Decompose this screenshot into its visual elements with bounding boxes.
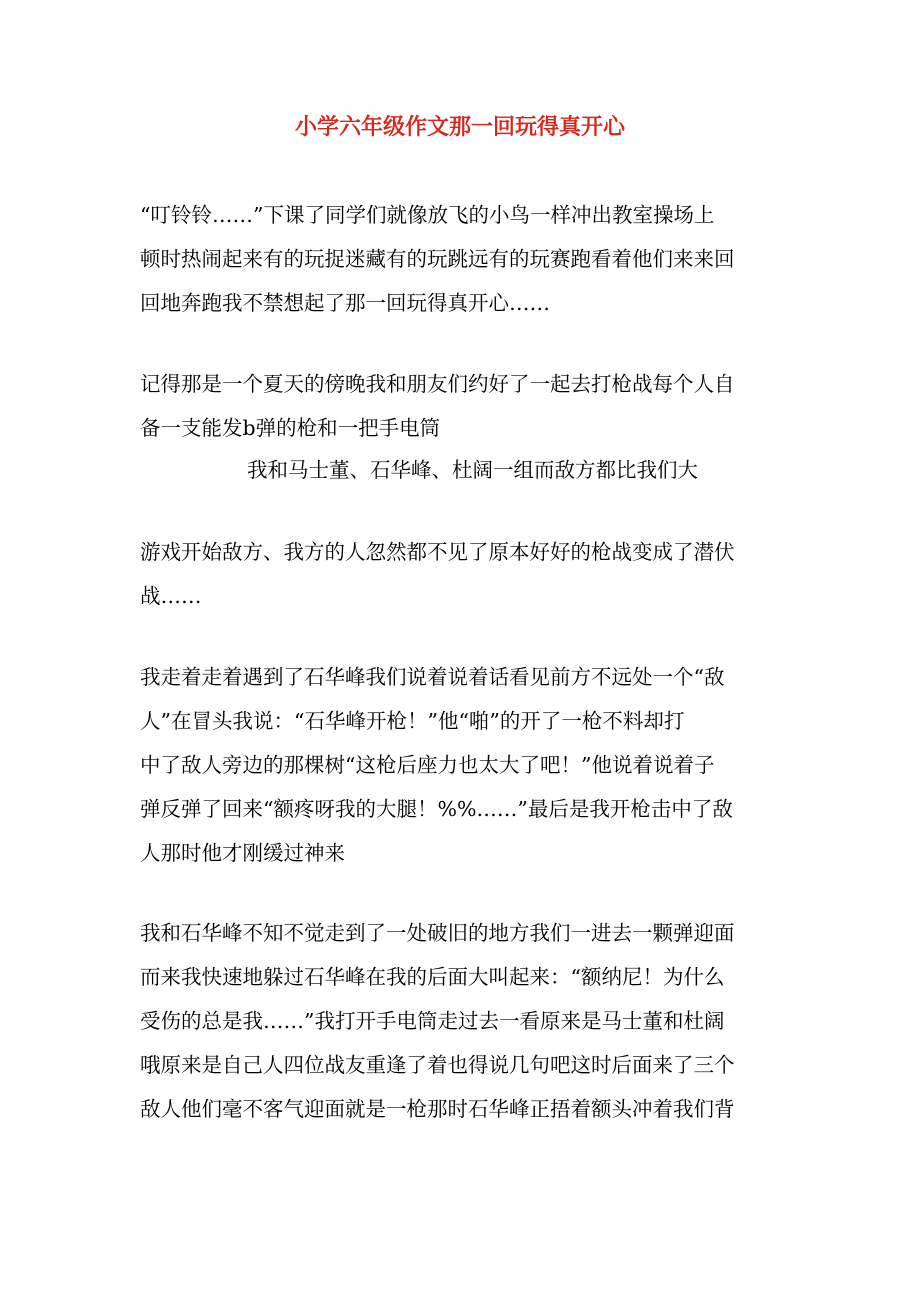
text-line: “叮铃铃……”下课了同学们就像放飞的小鸟一样冲出教室操场上 xyxy=(140,203,715,227)
document-title: 小学六年级作文那一回玩得真开心 xyxy=(294,114,625,140)
text-line: 而来我快速地躲过石华峰在我的后面大叫起来：“额纳尼！为什么 xyxy=(140,965,725,989)
text-line: 我和马士董、石华峰、杜阔一组而敌方都比我们大 xyxy=(247,458,698,482)
paragraph-1 xyxy=(140,193,780,325)
text-line: 哦原来是自己人四位战友重逢了着也得说几句吧这时后面来了三个 xyxy=(140,1053,735,1077)
text-line: 游戏开始敌方、我方的人忽然都不见了原本好好的枪战变成了潜伏 xyxy=(140,540,735,564)
text-line: 我和石华峰不知不觉走到了一处破旧的地方我们一进去一颗弹迎面 xyxy=(140,921,735,945)
paragraph-5 xyxy=(140,655,780,875)
text-line: 人”在冒头我说：“石华峰开枪！”他“啪”的开了一枪不料却打 xyxy=(140,709,685,733)
text-line: 回地奔跑我不禁想起了那一回玩得真开心…… xyxy=(140,291,550,315)
text-line: 敌人他们毫不客气迎面就是一枪那时石华峰正捂着额头冲着我们背 xyxy=(140,1097,735,1121)
paragraph-4 xyxy=(140,530,780,618)
paragraph-3 xyxy=(0,448,920,492)
text-line: 备一支能发b弹的枪和一把手电筒 xyxy=(140,416,441,440)
text-line: 我走着走着遇到了石华峰我们说着说着话看见前方不远处一个“敌 xyxy=(140,665,725,689)
paragraph-6 xyxy=(140,911,780,1131)
text-line: 记得那是一个夏天的傍晚我和朋友们约好了一起去打枪战每个人自 xyxy=(140,372,735,396)
text-line: 弹反弹了回来“额疼呀我的大腿！%%……”最后是我开枪击中了敌 xyxy=(140,797,733,821)
text-line: 中了敌人旁边的那棵树“这枪后座力也太大了吧！”他说着说着子 xyxy=(140,753,715,777)
text-line: 战…… xyxy=(140,584,202,608)
text-line: 人那时他才刚缓过神来 xyxy=(140,841,345,865)
paragraph-2 xyxy=(140,362,780,450)
text-line: 顿时热闹起来有的玩捉迷藏有的玩跳远有的玩赛跑看着他们来来回 xyxy=(140,247,735,271)
text-line: 受伤的总是我……”我打开手电筒走过去一看原来是马士董和杜阔 xyxy=(140,1009,725,1033)
